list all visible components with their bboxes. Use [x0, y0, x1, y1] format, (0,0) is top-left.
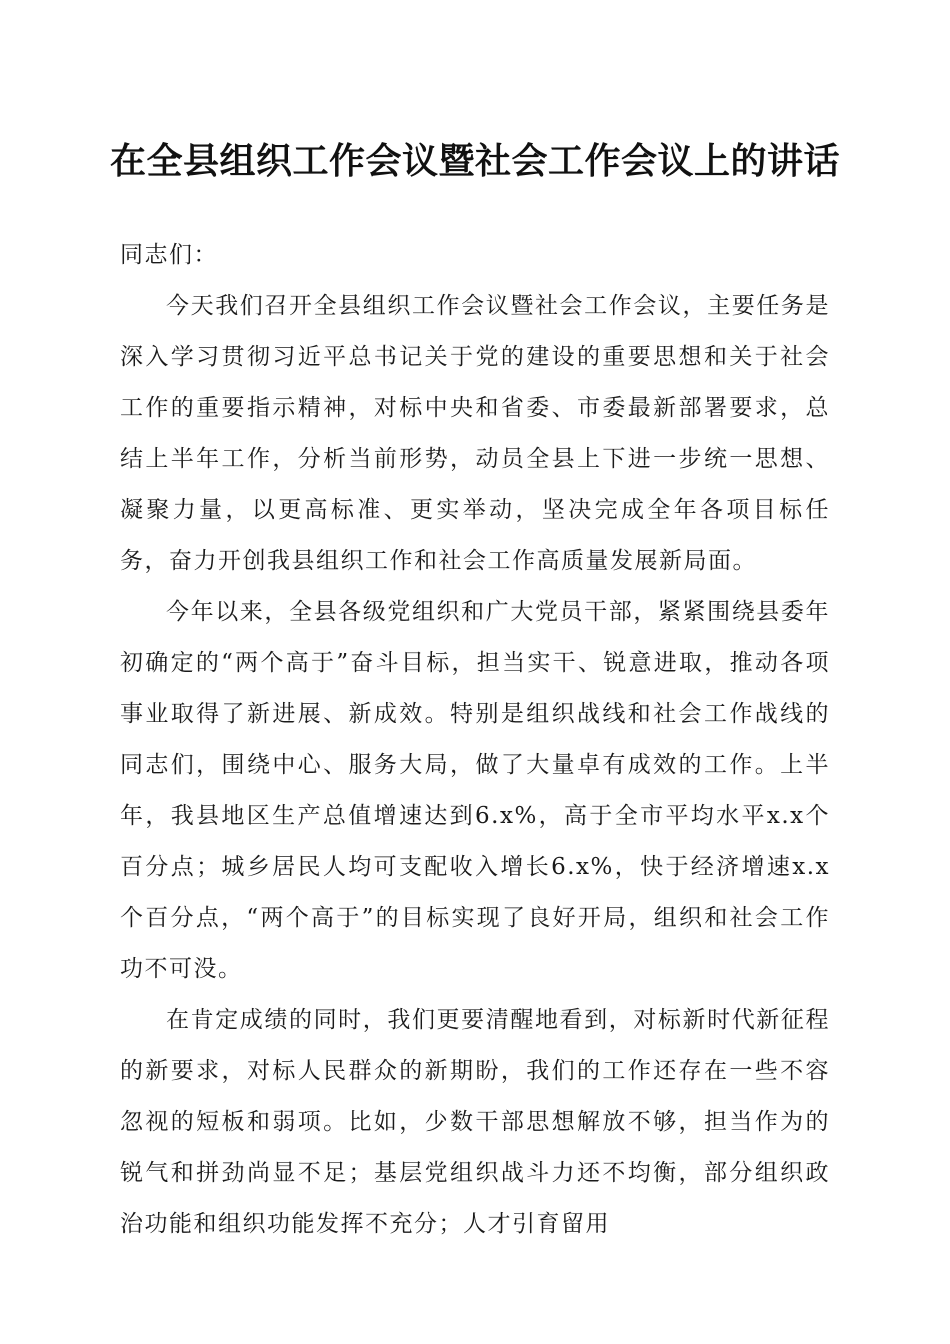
paragraph: 今天我们召开全县组织工作会议暨社会工作会议，主要任务是深入学习贯彻习近平总书记关于党的建设的重要思想和关于社会工作的重要指示精神，对标中央和省委、市委最新部署要求，总结上半年工作，分析当前形势，动员全县上下进一步统一思想、凝聚力量，以更高标准、更实举动，坚决完成全年各项目标任务，奋力开创我县组织工作和社会工作高质量发展新局面。: [120, 293, 830, 574]
paragraph: 在肯定成绩的同时，我们更要清醒地看到，对标新时代新征程的新要求，对标人民群众的新期盼，我们的工作还存在一些不容忽视的短板和弱项。比如，少数干部思想解放不够，担当作为的锐气和拼劲尚显不足；基层党组织战斗力还不均衡，部分组织政治功能和组织功能发挥不充分；人才引育留用: [120, 1007, 830, 1237]
salutation: 同志们：: [120, 242, 218, 268]
document-title: 在全县组织工作会议暨社会工作会议上的讲话: [109, 140, 840, 182]
document-body: [120, 230, 830, 1250]
paragraph: 今年以来，全县各级党组织和广大党员干部，紧紧围绕县委年初确定的“两个高于”奋斗目标，担当实干、锐意进取，推动各项事业取得了新进展、新成效。特别是组织战线和社会工作战线的同志们，围绕中心、服务大局，做了大量卓有成效的工作。上半年，我县地区生产总值增速达到6.x%，高于全市平均水平x.x个百分点；城乡居民人均可支配收入增长6.x%，快于经济增速x.x个百分点，“两个高于”的目标实现了良好开局，组织和社会工作功不可没。: [120, 599, 830, 982]
